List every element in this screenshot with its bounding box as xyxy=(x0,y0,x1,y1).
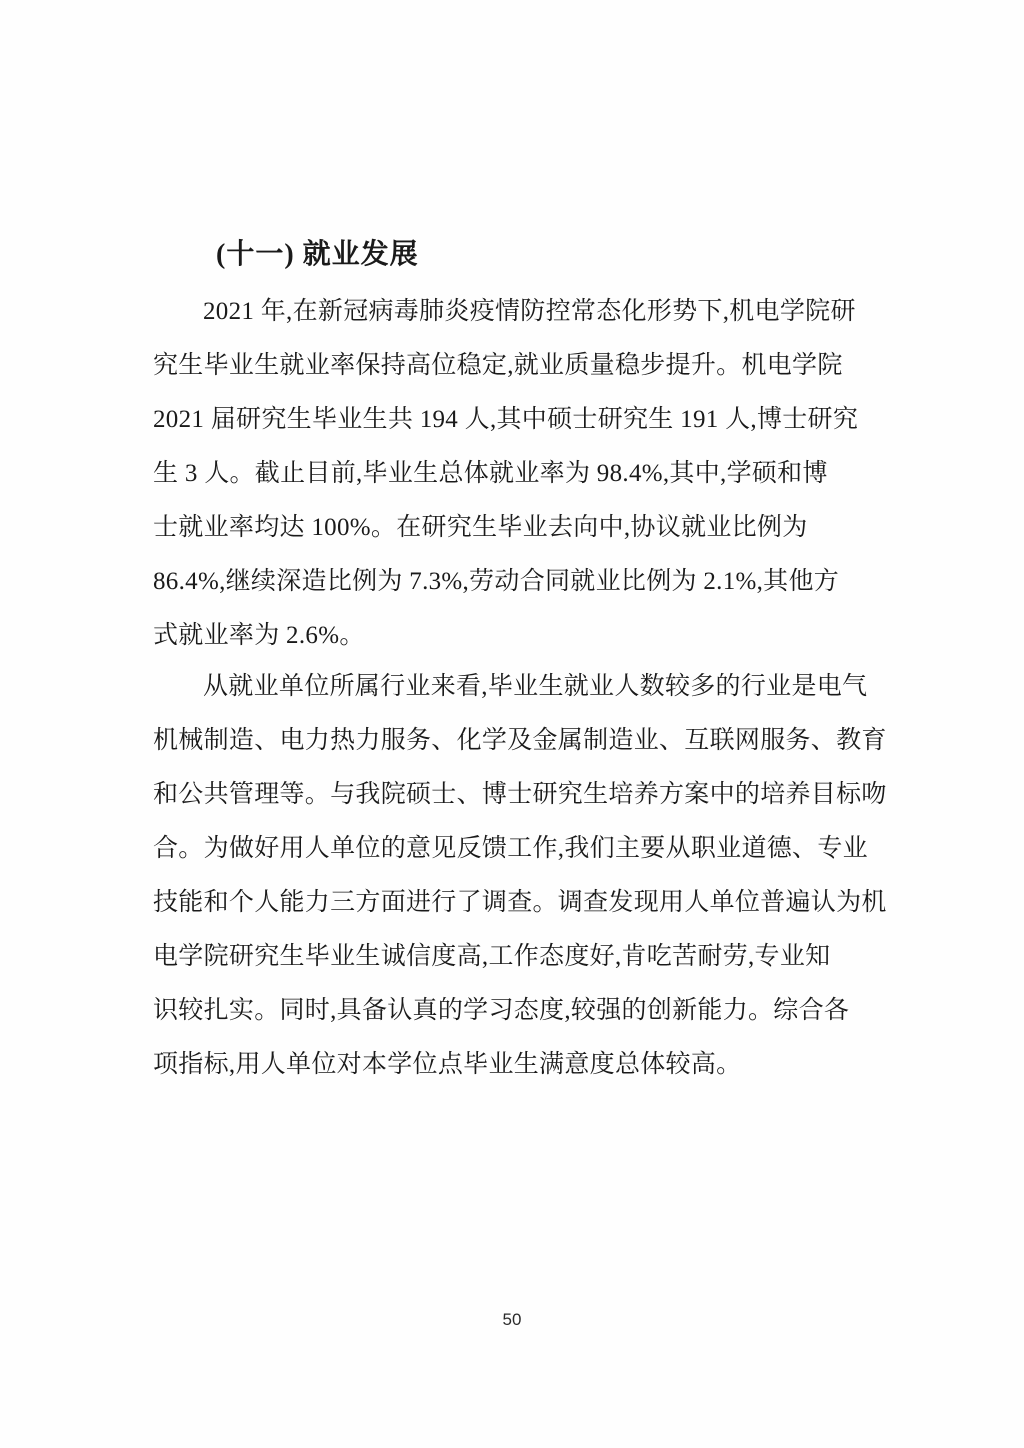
paragraph-line: 电学院研究生毕业生诚信度高,工作态度好,肯吃苦耐劳,专业知 xyxy=(153,943,831,970)
section-heading: (十一) 就业发展 xyxy=(216,239,419,270)
paragraph-line: 和公共管理等。与我院硕士、博士研究生培养方案中的培养目标吻 xyxy=(153,781,887,808)
paragraph-line: 究生毕业生就业率保持高位稳定,就业质量稳步提升。机电学院 xyxy=(153,352,843,379)
paragraph-line: 识较扎实。同时,具备认真的学习态度,较强的创新能力。综合各 xyxy=(153,997,850,1024)
paragraph-line: 士就业率均达 100%。在研究生毕业去向中,协议就业比例为 xyxy=(153,514,808,541)
paragraph-line: 2021 年,在新冠病毒肺炎疫情防控常态化形势下,机电学院研 xyxy=(203,298,856,325)
paragraph-line: 2021 届研究生毕业生共 194 人,其中硕士研究生 191 人,博士研究 xyxy=(153,406,859,433)
paragraph-employment-stats xyxy=(153,285,898,663)
paragraph-line: 技能和个人能力三方面进行了调查。调查发现用人单位普遍认为机 xyxy=(153,889,887,916)
page-number: 50 xyxy=(502,1310,522,1329)
paragraph-line: 生 3 人。截止目前,毕业生总体就业率为 98.4%,其中,学硕和博 xyxy=(153,460,828,487)
paragraph-line: 86.4%,继续深造比例为 7.3%,劳动合同就业比例为 2.1%,其他方 xyxy=(153,568,840,595)
paragraph-line: 式就业率为 2.6%。 xyxy=(153,622,365,649)
paragraph-line: 从就业单位所属行业来看,毕业生就业人数较多的行业是电气 xyxy=(203,673,868,700)
paragraph-line: 项指标,用人单位对本学位点毕业生满意度总体较高。 xyxy=(153,1051,742,1078)
paragraph-employer-feedback xyxy=(153,660,898,1092)
paragraph-line: 合。为做好用人单位的意见反馈工作,我们主要从职业道德、专业 xyxy=(153,835,868,862)
paragraph-line: 机械制造、电力热力服务、化学及金属制造业、互联网服务、教育 xyxy=(153,727,887,754)
